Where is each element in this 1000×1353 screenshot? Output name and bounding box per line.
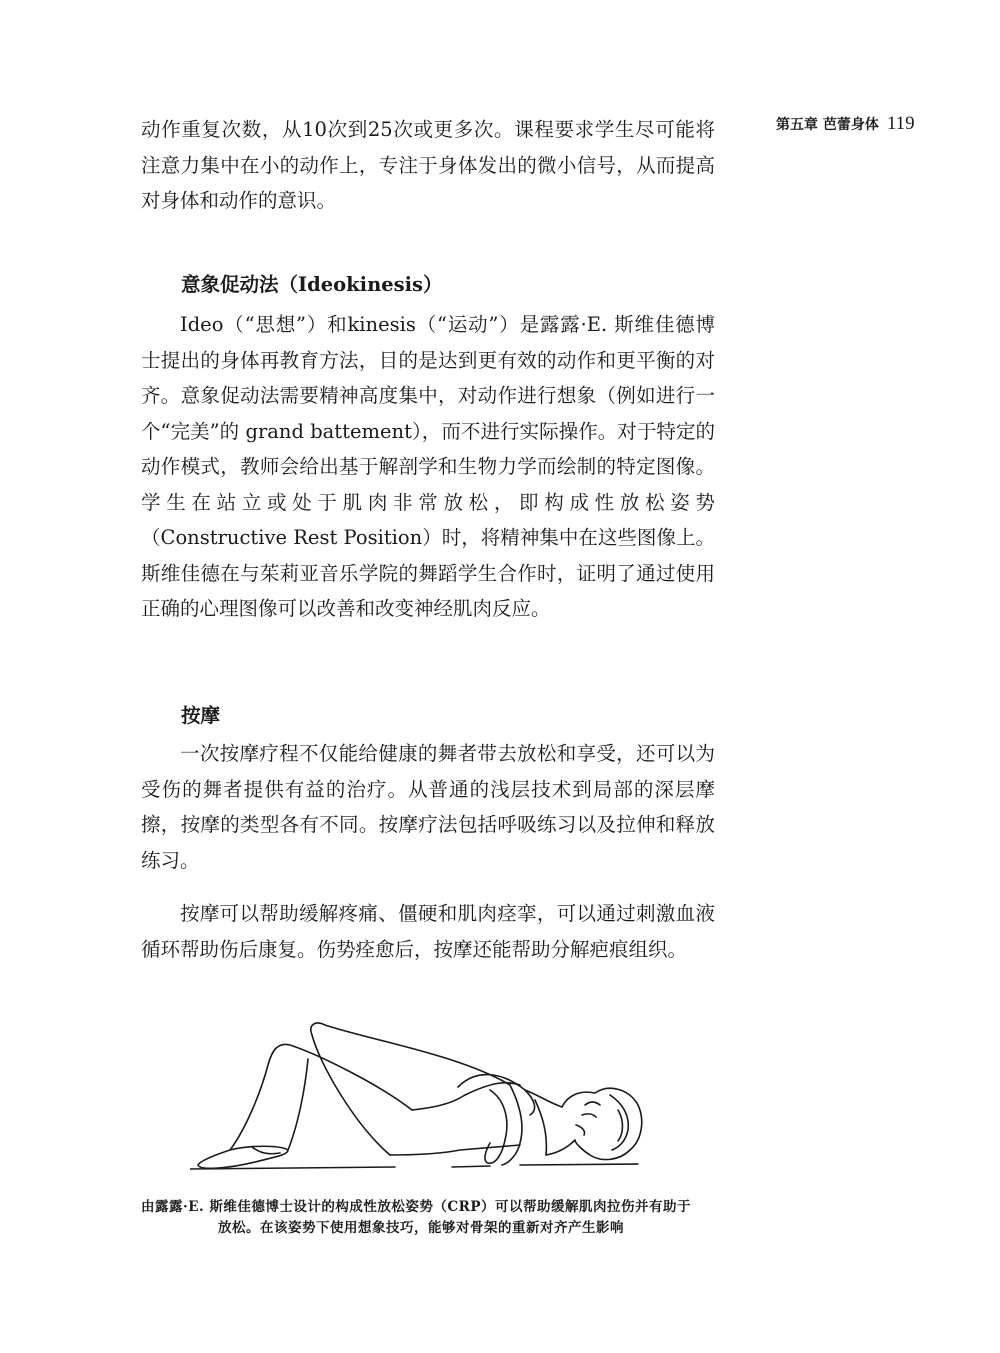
constructive-rest-position-illustration [190, 1015, 660, 1180]
intro-paragraph: 动作重复次数，从10次到25次或更多次。课程要求学生尽可能将注意力集中在小的动作上，专注于身体发出的微小信号，从而提高对身体和动作的意识。 [141, 118, 715, 212]
page-number: 119 [886, 113, 915, 134]
paragraph-massage-1: 一次按摩疗程不仅能给健康的舞者带去放松和享受，还可以为受伤的舞者提供有益的治疗。从普通的浅层技术到局部的深层摩擦，按摩的类型各有不同。按摩疗法包括呼吸练习以及拉伸和释放练习。 [141, 742, 715, 872]
heading-massage: 按摩 [181, 704, 221, 727]
chapter-title: 第五章 芭蕾身体 [776, 117, 879, 133]
paragraph-ideokinesis: Ideo（“思想”）和kinesis（“运动”）是露露·E. 斯维佳德博士提出的身体再教育方法，目的是达到更有效的动作和更平衡的对齐。意象促动法需要精神高度集中，对动作进行想象（例如进行一个“完美”的 grand battement），而不进行实际操作。对于特定的动作模式，教师会给出基于解剖学和生物力学而绘制的特定图像。学生在站立或处于肌肉非常放松，即构成性放松姿势（Constructive Rest Position）时，将精神集中在这些图像上。斯维佳德在与茱莉亚音乐学院的舞蹈学生合作时，证明了通过使用正确的心理图像可以改善和改变神经肌肉反应。 [141, 313, 715, 620]
caption-line-2: 放松。在该姿势下使用想象技巧，能够对骨架的重新对齐产生影响 [218, 1220, 624, 1236]
paragraph-massage-2: 按摩可以帮助缓解疼痛、僵硬和肌肉痉挛，可以通过刺激血液循环帮助伤后康复。伤势痊愈后，按摩还能帮助分解疤痕组织。 [141, 902, 715, 961]
figure-caption [141, 1197, 721, 1239]
heading-ideokinesis: 意象促动法（Ideokinesis） [181, 273, 443, 296]
running-header [776, 113, 915, 135]
caption-line-1: 由露露·E. 斯维佳德博士设计的构成性放松姿势（CRP）可以帮助缓解肌肉拉伤并有助于 [141, 1199, 692, 1215]
